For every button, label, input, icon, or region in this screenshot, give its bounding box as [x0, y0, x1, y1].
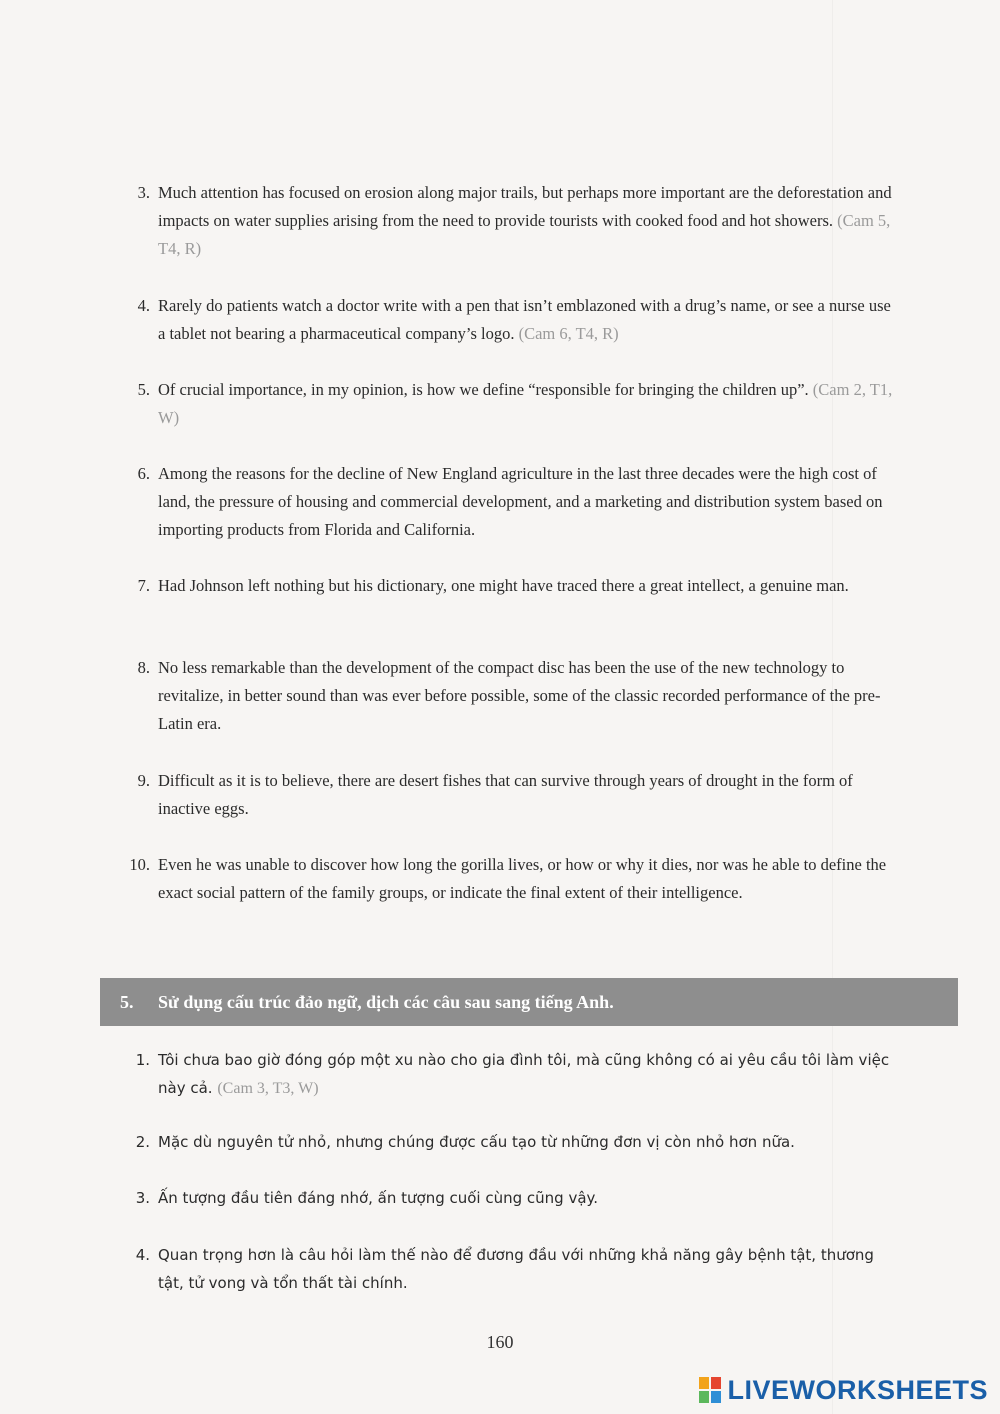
exercise-item-8: [118, 654, 898, 738]
item-number: 3.: [135, 1189, 150, 1207]
item-source: (Cam 5, T4, R): [158, 211, 891, 258]
item-number: 8.: [137, 658, 150, 677]
item-number: 9.: [137, 771, 150, 790]
item-number: 3.: [137, 183, 150, 202]
item-text: No less remarkable than the development of the compact disc has been the use of the new technology to revitalize, in better sound than was ever before possible, some of the classic recorded performance of the pre-Latin era.: [158, 658, 881, 733]
item-source: (Cam 2, T1, W): [158, 380, 893, 427]
translation-item-1: [118, 1046, 898, 1103]
page-number: 160: [486, 1332, 514, 1352]
section-number: 5.: [120, 992, 134, 1012]
section-title: Sử dụng cấu trúc đảo ngữ, dịch các câu sau sang tiếng Anh.: [158, 992, 614, 1012]
item-text: Of crucial importance, in my opinion, is how we define “responsible for bringing the children up”.: [158, 380, 809, 399]
item-text: Difficult as it is to believe, there are desert fishes that can survive through years of drought in the form of inactive eggs.: [158, 771, 853, 818]
item-text: Ấn tượng đầu tiên đáng nhớ, ấn tượng cuối cùng cũng vậy.: [158, 1189, 599, 1207]
item-number: 6.: [137, 464, 150, 483]
brand-name: LIVEWORKSHEETS: [727, 1374, 988, 1405]
liveworksheets-icon: [699, 1377, 721, 1403]
item-number: 4.: [135, 1246, 150, 1264]
item-number: 7.: [137, 576, 150, 595]
item-number: 2.: [135, 1133, 150, 1151]
exercise-item-5: [118, 376, 898, 432]
item-text: Mặc dù nguyên tử nhỏ, nhưng chúng được cấu tạo từ những đơn vị còn nhỏ hơn nữa.: [158, 1133, 795, 1151]
item-text: Even he was unable to discover how long the gorilla lives, or how or why it dies, nor was he able to define the exact social pattern of the family groups, or indicate the final extent of their intelligence.: [158, 855, 887, 902]
translation-item-2: [118, 1128, 898, 1156]
item-source: (Cam 3, T3, W): [217, 1080, 319, 1097]
exercise-item-4: [118, 292, 898, 348]
item-text: Much attention has focused on erosion along major trails, but perhaps more important are the deforestation and impacts on water supplies arising from the need to provide tourists with cooked food and hot showers.: [158, 183, 892, 230]
translation-item-3: [118, 1184, 898, 1212]
item-text: Quan trọng hơn là câu hỏi làm thế nào để đương đầu với những khả năng gây bệnh tật, thương tật, tử vong và tổn thất tài chính.: [158, 1246, 874, 1292]
item-number: 4.: [137, 296, 150, 315]
item-number: 10.: [129, 855, 150, 874]
exercise-item-7: [118, 572, 898, 600]
item-number: 5.: [137, 380, 150, 399]
item-text: Tôi chưa bao giờ đóng góp một xu nào cho gia đình tôi, mà cũng không có ai yêu cầu tôi làm việc này cả.: [158, 1051, 890, 1097]
exercise-item-3: [118, 179, 898, 263]
exercise-item-10: [118, 851, 898, 907]
exercise-item-9: [118, 767, 898, 823]
item-text: Had Johnson left nothing but his dictionary, one might have traced there a great intellect, a genuine man.: [158, 576, 849, 595]
item-source: (Cam 6, T4, R): [518, 324, 619, 343]
item-number: 1.: [135, 1051, 150, 1069]
liveworksheets-logo[interactable]: [699, 1372, 988, 1408]
translation-item-4: [118, 1241, 898, 1297]
item-text: Rarely do patients watch a doctor write with a pen that isn’t emblazoned with a drug’s name, or see a nurse use a tablet not bearing a pharmaceutical company’s logo.: [158, 296, 891, 343]
exercise-item-6: [118, 460, 898, 544]
item-text: Among the reasons for the decline of New England agriculture in the last three decades were the high cost of land, the pressure of housing and commercial development, and a marketing and distribution system based on importing products from Florida and California.: [158, 464, 883, 539]
section-header: [100, 978, 958, 1026]
